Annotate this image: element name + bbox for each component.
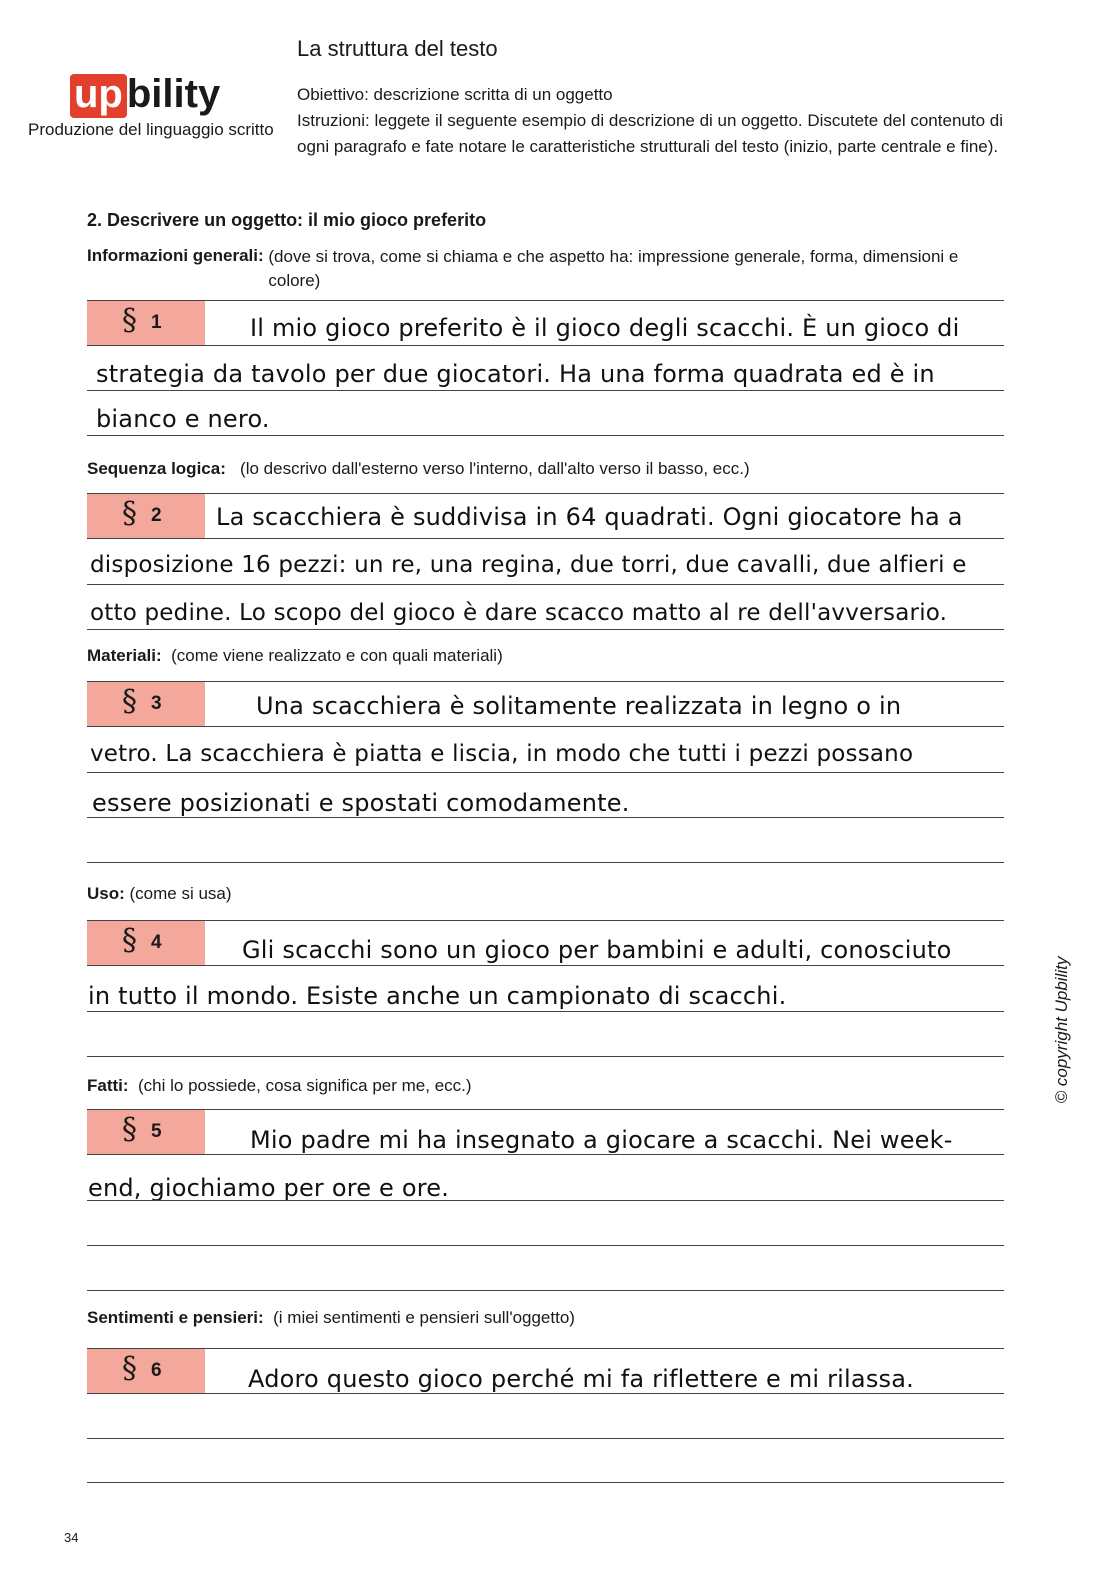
handwritten-line: vetro. La scacchiera è piatta e liscia, in modo che tutti i pezzi possano xyxy=(90,741,914,767)
writing-line xyxy=(87,1290,1004,1291)
page-number: 34 xyxy=(64,1530,79,1545)
handwritten-line: La scacchiera è suddivisa in 64 quadrati. Ogni giocatore ha a xyxy=(216,503,963,531)
paragraph-marker-5 xyxy=(87,1110,205,1154)
section-label: Informazioni generali: xyxy=(87,246,264,265)
handwritten-line: disposizione 16 pezzi: un re, una regina, due torri, due cavalli, due alfieri e xyxy=(90,552,967,578)
writing-line xyxy=(87,1393,1004,1394)
writing-line xyxy=(87,1438,1004,1439)
section-note: (come viene realizzato e con quali materiali) xyxy=(171,646,503,665)
paragraph-marker-6 xyxy=(87,1349,205,1393)
paragraph-symbol: § xyxy=(122,1112,137,1147)
writing-line xyxy=(87,629,1004,630)
paragraph-number: 4 xyxy=(151,932,162,953)
handwritten-line: Mio padre mi ha insegnato a giocare a scacchi. Nei week- xyxy=(250,1126,953,1154)
writing-line xyxy=(87,300,1004,301)
copyright-notice: © copyright Upbility xyxy=(1052,956,1071,1104)
writing-line xyxy=(87,493,1004,494)
writing-line xyxy=(87,584,1004,585)
section-heading-2 xyxy=(87,459,750,479)
exercise-title: 2. Descrivere un oggetto: il mio gioco preferito xyxy=(87,210,487,230)
section-note: (lo descrivo dall'esterno verso l'interno, dall'alto verso il basso, ecc.) xyxy=(240,459,750,478)
writing-line xyxy=(87,862,1004,863)
upbility-logo xyxy=(70,70,220,118)
writing-line xyxy=(87,390,1004,391)
writing-line xyxy=(87,681,1004,682)
handwritten-line: bianco e nero. xyxy=(96,405,270,433)
handwritten-line: strategia da tavolo per due giocatori. Ha una forma quadrata ed è in xyxy=(96,360,935,388)
page-title: La struttura del testo xyxy=(297,36,498,61)
paragraph-symbol: § xyxy=(122,684,137,719)
objective: Obiettivo: descrizione scritta di un oggetto xyxy=(297,85,613,104)
handwritten-line: Una scacchiera è solitamente realizzata in legno o in xyxy=(256,692,902,720)
writing-line xyxy=(87,817,1004,818)
instructions: Istruzioni: leggete il seguente esempio di descrizione di un oggetto. Discutete del contenuto di ogni paragrafo e fate notare le caratteristiche strutturali del testo (inizio, parte centrale e fine). xyxy=(297,111,1003,156)
handwritten-line: in tutto il mondo. Esiste anche un campionato di scacchi. xyxy=(88,982,787,1010)
section-label: Sentimenti e pensieri: xyxy=(87,1308,264,1327)
paragraph-number: 6 xyxy=(151,1360,162,1381)
handwritten-line: otto pedine. Lo scopo del gioco è dare scacco matto al re dell'avversario. xyxy=(90,600,948,626)
section-label: Sequenza logica: xyxy=(87,459,226,478)
section-heading-3 xyxy=(87,646,503,666)
writing-line xyxy=(87,726,1004,727)
logo-highlight: up xyxy=(70,74,127,118)
paragraph-marker-2 xyxy=(87,494,205,538)
paragraph-symbol: § xyxy=(122,303,137,338)
writing-line xyxy=(87,435,1004,436)
handwritten-line: Adoro questo gioco perché mi fa riflettere e mi rilassa. xyxy=(248,1365,914,1393)
writing-line xyxy=(87,1348,1004,1349)
paragraph-marker-3 xyxy=(87,682,205,726)
paragraph-number: 1 xyxy=(151,312,162,333)
handwritten-line: essere posizionati e spostati comodamente. xyxy=(92,789,630,817)
paragraph-symbol: § xyxy=(122,923,137,958)
section-label: Uso: xyxy=(87,884,125,903)
writing-line xyxy=(87,538,1004,539)
section-heading-5 xyxy=(87,1076,472,1096)
section-heading-6 xyxy=(87,1308,575,1328)
writing-line xyxy=(87,965,1004,966)
section-note: (chi lo possiede, cosa significa per me, ecc.) xyxy=(138,1076,472,1095)
section-label: Materiali: xyxy=(87,646,162,665)
handwritten-line: Gli scacchi sono un gioco per bambini e adulti, conosciuto xyxy=(242,936,952,964)
writing-line xyxy=(87,920,1004,921)
paragraph-symbol: § xyxy=(122,1351,137,1386)
writing-line xyxy=(87,1482,1004,1483)
writing-line xyxy=(87,1154,1004,1155)
paragraph-marker-4 xyxy=(87,921,205,965)
section-heading-1 xyxy=(87,246,958,293)
section-label: Fatti: xyxy=(87,1076,129,1095)
writing-line xyxy=(87,345,1004,346)
paragraph-marker-1 xyxy=(87,301,205,345)
logo-rest: bility xyxy=(126,72,221,116)
writing-line xyxy=(87,1109,1004,1110)
writing-line xyxy=(87,772,1004,773)
paragraph-number: 3 xyxy=(151,693,162,714)
section-heading-4 xyxy=(87,884,232,904)
section-note: (come si usa) xyxy=(129,884,232,903)
writing-line xyxy=(87,1011,1004,1012)
writing-line xyxy=(87,1056,1004,1057)
writing-line xyxy=(87,1200,1004,1201)
handwritten-line: end, giochiamo per ore e ore. xyxy=(88,1174,450,1202)
header-text xyxy=(297,82,1003,160)
paragraph-symbol: § xyxy=(122,496,137,531)
section-note: (i miei sentimenti e pensieri sull'oggetto) xyxy=(273,1308,575,1327)
logo-subtitle: Produzione del linguaggio scritto xyxy=(28,120,274,139)
handwritten-line: Il mio gioco preferito è il gioco degli scacchi. È un gioco di xyxy=(250,314,960,342)
paragraph-number: 2 xyxy=(151,505,162,526)
writing-line xyxy=(87,1245,1004,1246)
section-note: (dove si trova, come si chiama e che aspetto ha: impressione generale, forma, dimensioni e colore) xyxy=(268,247,959,290)
paragraph-number: 5 xyxy=(151,1121,162,1142)
